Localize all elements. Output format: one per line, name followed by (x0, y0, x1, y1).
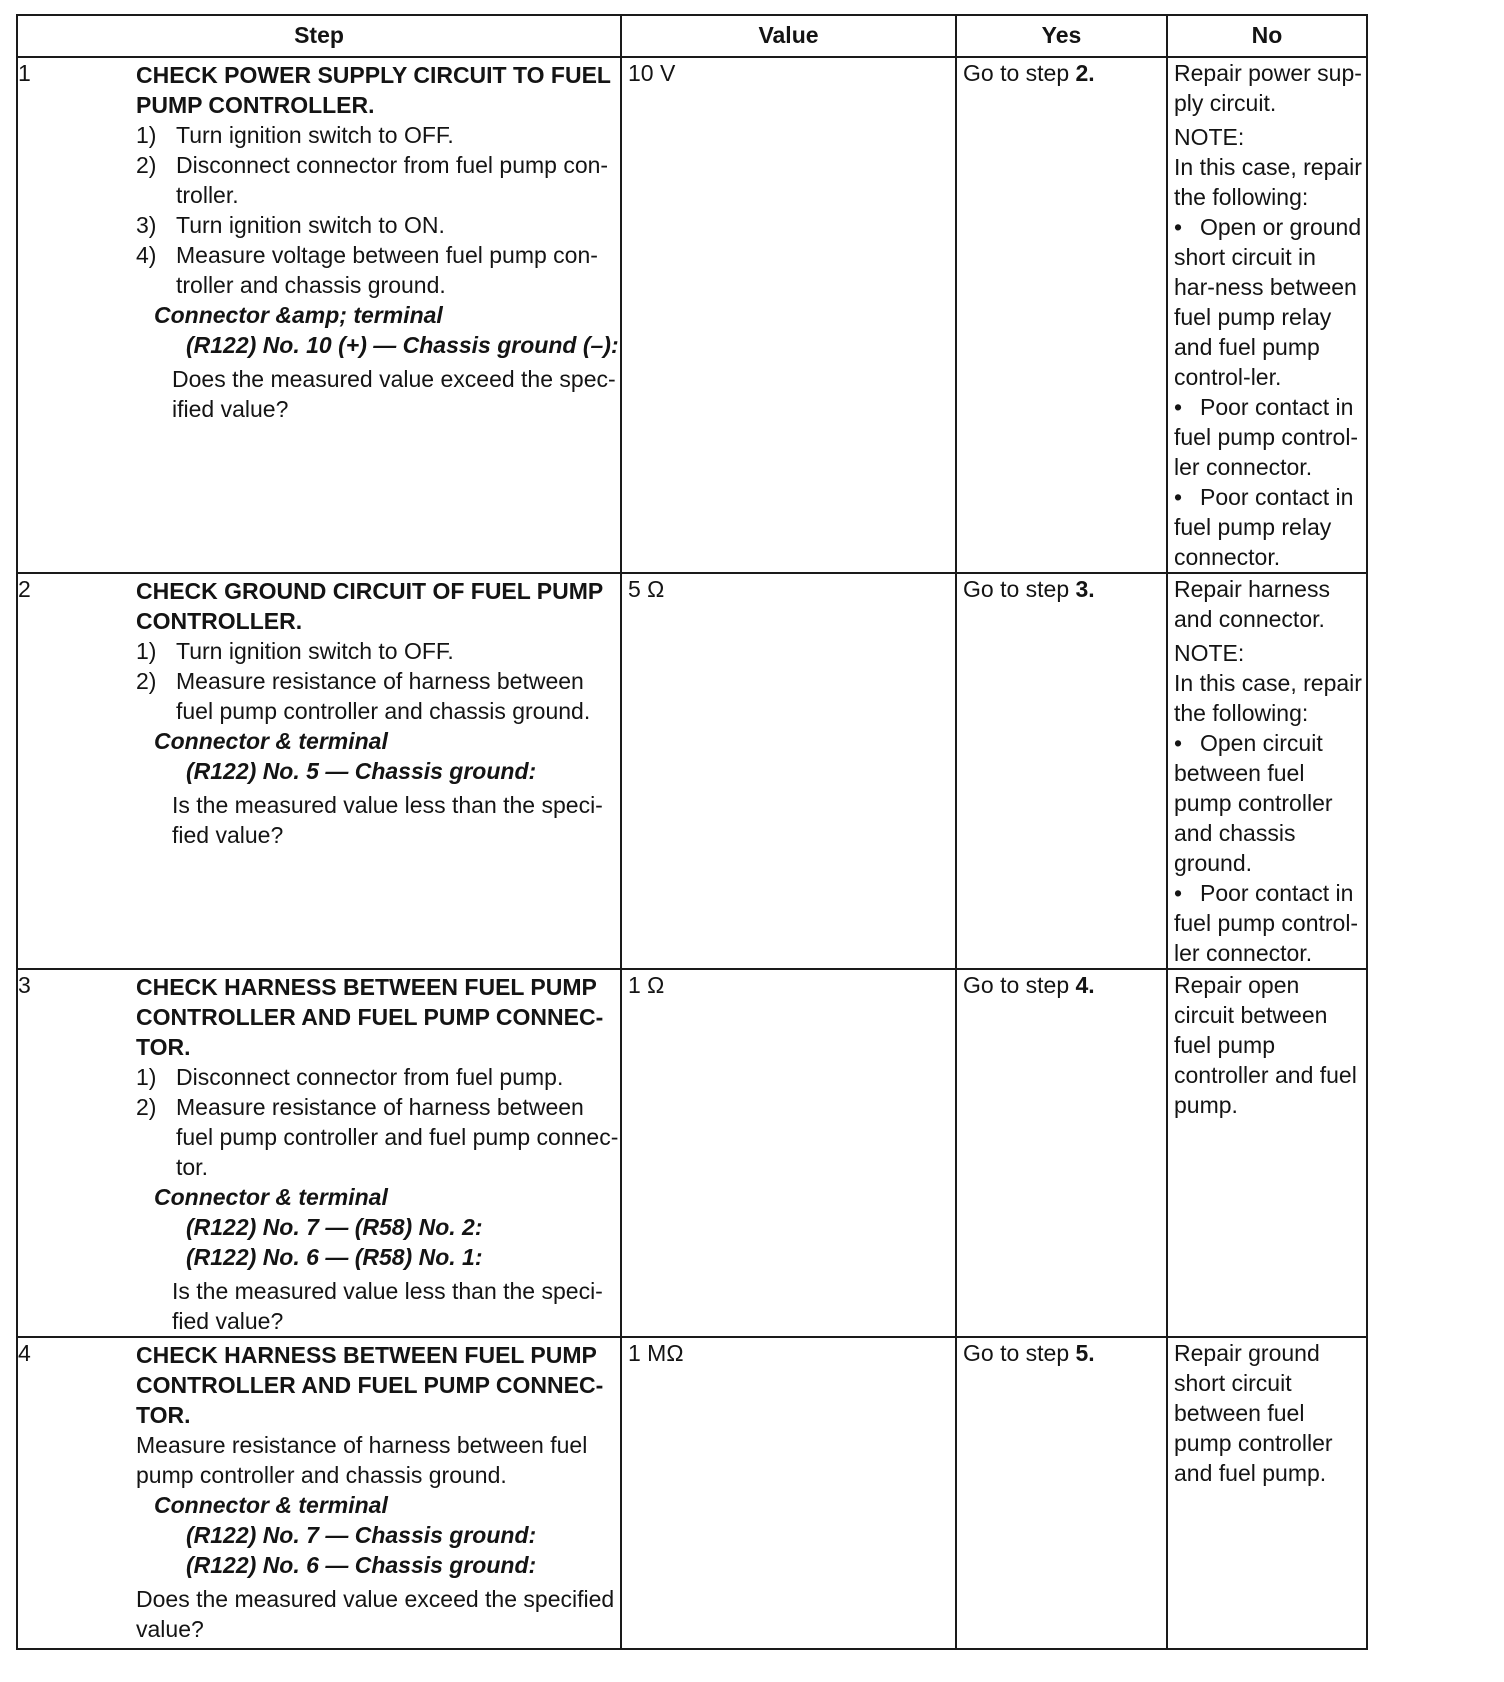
note-intro: In this case, repair the following: (1174, 154, 1362, 210)
check-question: Is the measured value less than the speci-fied value? (172, 792, 603, 848)
no-cell (1167, 57, 1367, 573)
connector-label: Connector & terminal (154, 1492, 388, 1518)
note-bullet: • Open circuit between fuel pump controller and chassis ground. (1174, 730, 1333, 876)
terminal-spec: (R122) No. 7 — Chassis ground: (186, 1522, 537, 1548)
procedure-item (136, 210, 620, 240)
table-row (17, 1337, 1367, 1649)
no-cell (1167, 1337, 1367, 1649)
terminal-spec: (R122) No. 6 — Chassis ground: (186, 1552, 537, 1578)
header-yes: Yes (956, 15, 1167, 57)
item-text: Measure resistance of harness between fuel pump controller and fuel pump connec-tor. (176, 1094, 619, 1180)
no-action: Repair harness and connector. (1174, 576, 1330, 632)
header-step: Step (17, 15, 621, 57)
procedure-item (136, 636, 620, 666)
step-cell (17, 969, 621, 1337)
item-text: Disconnect connector from fuel pump. (176, 1064, 564, 1090)
no-cell (1167, 969, 1367, 1337)
item-number: 2) (136, 152, 157, 178)
table-row (17, 57, 1367, 573)
step-number: 3 (18, 972, 31, 998)
step-number: 4 (18, 1340, 31, 1366)
note-label: NOTE: (1174, 124, 1245, 150)
step-cell (17, 57, 621, 573)
table-row (17, 969, 1367, 1337)
bullet-text: Open circuit between fuel pump controller and chassis ground. (1174, 730, 1333, 876)
value-cell: 5 Ω (621, 573, 956, 969)
no-action: Repair power sup-ply circuit. (1174, 60, 1362, 116)
item-number: 2) (136, 1094, 157, 1120)
bullet-text: Open or ground short circuit in har-ness between fuel pump relay and fuel pump control-ler. (1174, 214, 1362, 390)
step-number: 1 (18, 60, 31, 86)
connector-label: Connector &amp; terminal (154, 302, 443, 328)
yes-text: Go to step (963, 576, 1076, 602)
header-no: No (1167, 15, 1367, 57)
procedure-item (136, 1092, 620, 1182)
bullet-text: Poor contact in fuel pump relay connector. (1174, 484, 1354, 570)
step-number: 2 (18, 576, 31, 602)
table-row (17, 573, 1367, 969)
note-bullet: • Poor contact in fuel pump relay connector. (1174, 484, 1354, 570)
yes-cell (956, 969, 1167, 1337)
step-title: CHECK HARNESS BETWEEN FUEL PUMP CONTROLLER AND FUEL PUMP CONNEC-TOR. (136, 974, 604, 1060)
no-action: Repair open circuit between fuel pump controller and fuel pump. (1174, 972, 1357, 1118)
check-question: Does the measured value exceed the spec-ified value? (172, 366, 616, 422)
procedure-item (136, 666, 620, 726)
yes-text: Go to step (963, 1340, 1076, 1366)
yes-text: Go to step (963, 972, 1076, 998)
step-title: CHECK GROUND CIRCUIT OF FUEL PUMP CONTROLLER. (136, 578, 603, 634)
note-intro: In this case, repair the following: (1174, 670, 1362, 726)
item-number: 3) (136, 212, 157, 238)
item-number: 1) (136, 1064, 157, 1090)
procedure-item (136, 150, 620, 210)
procedure-text: Measure resistance of harness between fuel pump controller and chassis ground. (136, 1432, 588, 1488)
procedure-item (136, 240, 620, 300)
bullet-text: Poor contact in fuel pump control-ler connector. (1174, 880, 1359, 966)
terminal-spec: (R122) No. 7 — (R58) No. 2: (186, 1214, 483, 1240)
item-number: 4) (136, 242, 157, 268)
step-cell (17, 1337, 621, 1649)
item-number: 1) (136, 122, 157, 148)
yes-step-ref: 5. (1075, 1340, 1095, 1366)
yes-step-ref: 3. (1075, 576, 1095, 602)
terminal-spec: (R122) No. 10 (+) — Chassis ground (–): (186, 332, 619, 358)
item-text: Measure resistance of harness between fuel pump controller and chassis ground. (176, 668, 591, 724)
procedure-item (136, 1062, 620, 1092)
item-text: Turn ignition switch to OFF. (176, 122, 454, 148)
step-title: CHECK HARNESS BETWEEN FUEL PUMP CONTROLLER AND FUEL PUMP CONNEC-TOR. (136, 1342, 604, 1428)
yes-step-ref: 4. (1075, 972, 1095, 998)
no-action: Repair ground short circuit between fuel pump controller and fuel pump. (1174, 1340, 1333, 1486)
note-bullet: • Poor contact in fuel pump control-ler connector. (1174, 394, 1359, 480)
procedure-item (136, 120, 620, 150)
item-text: Turn ignition switch to OFF. (176, 638, 454, 664)
connector-label: Connector & terminal (154, 1184, 388, 1210)
connector-label: Connector & terminal (154, 728, 388, 754)
item-text: Measure voltage between fuel pump con-troller and chassis ground. (176, 242, 598, 298)
header-row (17, 15, 1367, 57)
item-number: 1) (136, 638, 157, 664)
yes-cell (956, 573, 1167, 969)
check-question: Does the measured value exceed the specified value? (136, 1586, 615, 1642)
yes-cell (956, 57, 1167, 573)
check-question: Is the measured value less than the speci-fied value? (172, 1278, 603, 1334)
item-text: Disconnect connector from fuel pump con-troller. (176, 152, 609, 208)
yes-step-ref: 2. (1075, 60, 1095, 86)
terminal-spec: (R122) No. 6 — (R58) No. 1: (186, 1244, 483, 1270)
item-number: 2) (136, 668, 157, 694)
bullet-text: Poor contact in fuel pump control-ler connector. (1174, 394, 1359, 480)
note-bullet: • Poor contact in fuel pump control-ler connector. (1174, 880, 1359, 966)
header-value: Value (621, 15, 956, 57)
value-cell: 1 MΩ (621, 1337, 956, 1649)
value-cell: 10 V (621, 57, 956, 573)
step-title: CHECK POWER SUPPLY CIRCUIT TO FUEL PUMP CONTROLLER. (136, 62, 611, 118)
item-text: Turn ignition switch to ON. (176, 212, 445, 238)
note-label: NOTE: (1174, 640, 1245, 666)
diagnostic-table (16, 14, 1368, 1650)
yes-text: Go to step (963, 60, 1076, 86)
no-cell (1167, 573, 1367, 969)
terminal-spec: (R122) No. 5 — Chassis ground: (186, 758, 537, 784)
value-cell: 1 Ω (621, 969, 956, 1337)
yes-cell (956, 1337, 1167, 1649)
note-bullet: • Open or ground short circuit in har-ness between fuel pump relay and fuel pump control-ler. (1174, 214, 1362, 390)
step-cell (17, 573, 621, 969)
